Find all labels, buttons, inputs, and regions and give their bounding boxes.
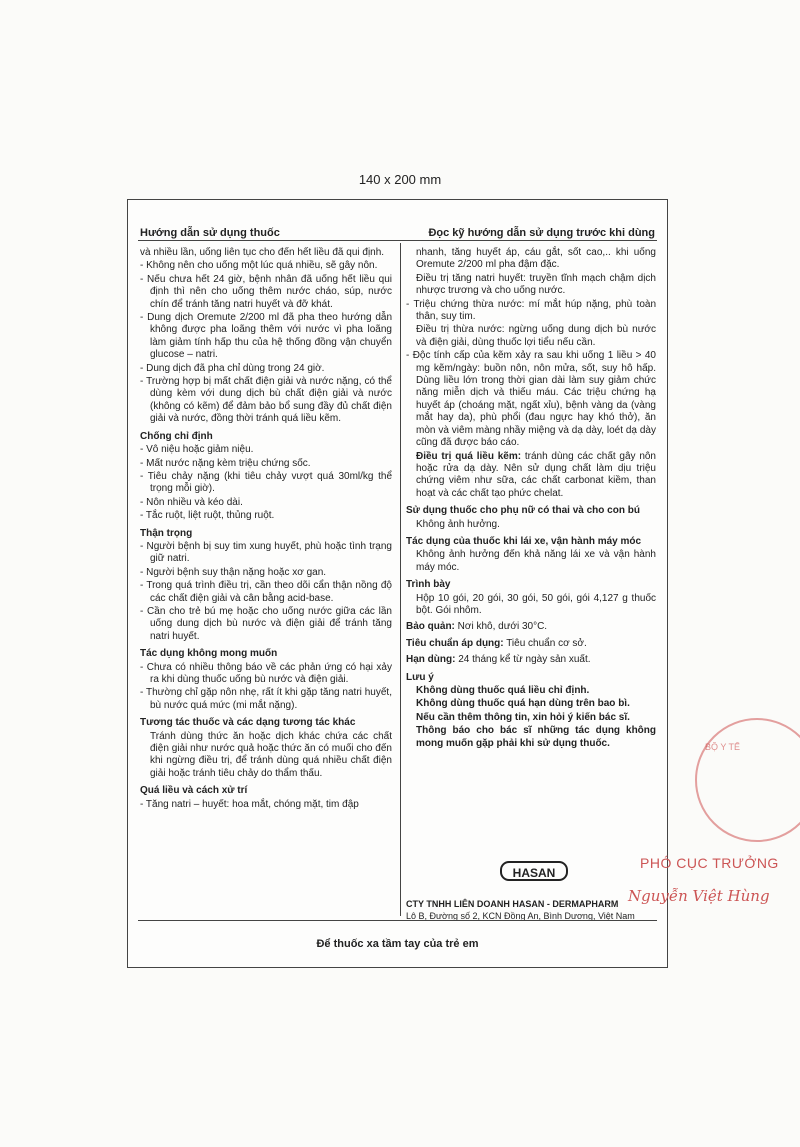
- column-divider: [400, 243, 401, 916]
- standard-text: Tiêu chuẩn cơ sở.: [503, 637, 587, 649]
- hasan-logo: HASAN: [500, 861, 568, 881]
- contra-3: - Nôn nhiều và kéo dài.: [140, 496, 243, 508]
- caution-2: - Trong quá trình điều trị, cần theo dõi cẩn thận nồng độ các chất điện giải và cân bằng acid-base.: [140, 580, 392, 604]
- intro-2: - Nếu chưa hết 24 giờ, bệnh nhân đã uống hết liều qui định thì nên cho uống thêm nước cháo, súp, nước chín để tránh tăng natri huyết và đỡ khát.: [140, 273, 392, 310]
- interaction-title: Tương tác thuốc và các dạng tương tác khác: [140, 717, 356, 729]
- expiry-text: 24 tháng kể từ ngày sản xuất.: [455, 654, 591, 666]
- right-column: [406, 247, 656, 751]
- note-1: Không dùng thuốc quá hạn dùng trên bao bì.: [416, 698, 630, 710]
- leaflet-header: [138, 224, 657, 241]
- intro-5: - Trường hợp bị mất chất điện giải và nước nặng, có thể dùng kèm với dung dịch bù chất điện giải và nước (không có kẽm) để đảm bảo bổ sung đầy đủ chất điện giải và nước, đồng thời tránh quá liều kẽm.: [140, 376, 392, 425]
- driving-text: Không ảnh hưởng đến khả năng lái xe và vận hành máy móc.: [416, 549, 656, 573]
- expiry: [406, 654, 656, 666]
- expiry-label: Hạn dùng:: [406, 654, 456, 666]
- side-effect-0: - Chưa có nhiều thông báo về các phản ứng có hại xảy ra khi dùng thuốc uống bù nước và điện giải.: [140, 661, 392, 685]
- interaction-text: Tránh dùng thức ăn hoặc dịch khác chứa các chất điện giải như nước quả hoặc thức ăn có muối cho đến khi ngừng điều trị, để tránh dùng quá nhiều chất điện giải hoặc tránh tiêu chảy do thẩm thấu.: [150, 730, 392, 779]
- intro-4: - Dung dịch đã pha chỉ dùng trong 24 giờ.: [140, 362, 325, 374]
- zinc-toxicity: - Độc tính cấp của kẽm xảy ra sau khi uống 1 liều > 40 mg kẽm/ngày: buồn nôn, nôn mửa, sốt, suy hô hấp. Dùng liều lớn trong thời gian dài làm suy giảm chức năng miễn dịch và thiếu máu. Các triệu chứng hạ huyết áp (choáng mặt, ngất xỉu), bệnh vàng da (vàng mắt hay da), phù phổi (đau ngực hay khó thở), ăn mòn và viêm màng nhầy miệng và dạ dày, loét dạ dày cũng đã được báo cáo.: [406, 350, 656, 449]
- stamp-text: BỘ Y TẾ: [705, 742, 741, 752]
- note-2: Nếu cần thêm thông tin, xin hỏi ý kiến bác sĩ.: [416, 711, 630, 723]
- side-effects-title: Tác dụng không mong muốn: [140, 648, 278, 660]
- side-effect-1: - Thường chỉ gặp nôn nhẹ, rất ít khi gặp tăng natri huyết, bù nước quá mức (mi mắt nặng).: [140, 687, 392, 711]
- zinc-overdose-treatment: [406, 451, 656, 501]
- contra-2: - Tiêu chảy nặng (khi tiêu chảy vượt quá 30ml/kg thể trọng mỗi giờ).: [140, 470, 392, 495]
- hypernatremia-treatment: Điều trị tăng natri huyết: truyền tĩnh mạch chậm dịch nhược trương và cho uống nước.: [416, 272, 656, 297]
- left-column: [140, 247, 392, 812]
- company-address: Lô B, Đường số 2, KCN Đồng An, Bình Dương, Việt Nam: [406, 911, 635, 922]
- header-left: Hướng dẫn sử dụng thuốc: [140, 227, 280, 239]
- company-name: CTY TNHH LIÊN DOANH HASAN - DERMAPHARM: [406, 899, 619, 909]
- signer-name: Nguyễn Việt Hùng: [628, 887, 770, 905]
- driving-title: Tác dụng của thuốc khi lái xe, vận hành máy móc: [406, 535, 642, 547]
- overdose-title: Quá liều và cách xử trí: [140, 785, 248, 797]
- packaging-title: Trình bày: [406, 579, 451, 591]
- storage-label: Bảo quản:: [406, 621, 455, 633]
- overhydration-treatment: Điều trị thừa nước: ngừng uống dung dịch bù nước và điện giải, dùng thuốc lợi tiểu nếu cần.: [416, 324, 656, 348]
- caution-title: Thận trọng: [140, 527, 193, 539]
- intro-3: - Dung dịch Oremute 2/200 ml đã pha theo hướng dẫn không được pha loãng thêm với nước vì pha loãng làm giảm tính hấp thu của hệ thống đồng vận chuyển glucose – natri.: [140, 312, 392, 361]
- contra-4: - Tắc ruột, liệt ruột, thủng ruột.: [140, 510, 275, 522]
- notes-title: Lưu ý: [406, 671, 434, 683]
- contra-1: - Mất nước nặng kèm triệu chứng sốc.: [140, 457, 311, 469]
- standard: [406, 638, 656, 650]
- signer-title: PHÓ CỤC TRƯỞNG: [640, 855, 779, 871]
- overhydration-symptoms: - Triệu chứng thừa nước: mí mắt húp nặng, phù toàn thân, suy tim.: [406, 298, 656, 323]
- zinc-overdose-label: Điều trị quá liều kẽm:: [416, 450, 522, 462]
- pregnancy-text: Không ảnh hưởng.: [416, 518, 500, 530]
- caution-0: - Người bệnh bị suy tim xung huyết, phù hoặc tình trạng giữ natri.: [140, 540, 392, 565]
- note-3: Thông báo cho bác sĩ những tác dụng không mong muốn gặp phải khi sử dụng thuốc.: [416, 725, 656, 749]
- size-label: 140 x 200 mm: [358, 172, 442, 187]
- official-stamp: [695, 718, 800, 842]
- intro-0: và nhiều lần, uống liên tục cho đến hết liều đã qui định.: [140, 247, 385, 258]
- leaflet-footer: Để thuốc xa tầm tay của trẻ em: [138, 920, 657, 950]
- standard-label: Tiêu chuẩn áp dụng:: [406, 637, 504, 649]
- pregnancy-title: Sử dụng thuốc cho phụ nữ có thai và cho con bú: [406, 505, 640, 517]
- overdose-continued: nhanh, tăng huyết áp, cáu gắt, sốt cao,.. khi uống Oremute 2/200 ml pha đậm đặc.: [416, 247, 656, 271]
- packaging-text: Hộp 10 gói, 20 gói, 30 gói, 50 gói, gói 4,127 g thuốc bột. Gói nhôm.: [416, 592, 656, 616]
- caution-3: - Cần cho trẻ bú mẹ hoặc cho uống nước giữa các lần uống dung dịch bù nước và điện giải để tránh tăng natri huyết.: [140, 605, 392, 642]
- header-right: Đọc kỹ hướng dẫn sử dụng trước khi dùng: [428, 227, 655, 239]
- contra-title: Chống chỉ định: [140, 430, 213, 442]
- note-0: Không dùng thuốc quá liều chỉ định.: [416, 685, 590, 696]
- zinc-overdose-text: tránh dùng các chất gây nôn hoặc rửa dạ dày. Nên sử dụng chất làm dịu triệu chứng viêm như sữa, các chất carbonat kiềm, than hoạt và các chất tạo phức chelat.: [416, 450, 656, 499]
- intro-1: - Không nên cho uống một lúc quá nhiều, sẽ gây nôn.: [140, 260, 378, 272]
- leaflet: [127, 199, 668, 968]
- contra-0: - Vô niệu hoặc giảm niệu.: [140, 444, 254, 456]
- storage: [406, 621, 656, 633]
- overdose-text: - Tăng natri – huyết: hoa mắt, chóng mặt, tim đập: [140, 798, 359, 810]
- caution-1: - Người bệnh suy thận nặng hoặc xơ gan.: [140, 566, 327, 578]
- storage-text: Nơi khô, dưới 30°C.: [454, 621, 548, 633]
